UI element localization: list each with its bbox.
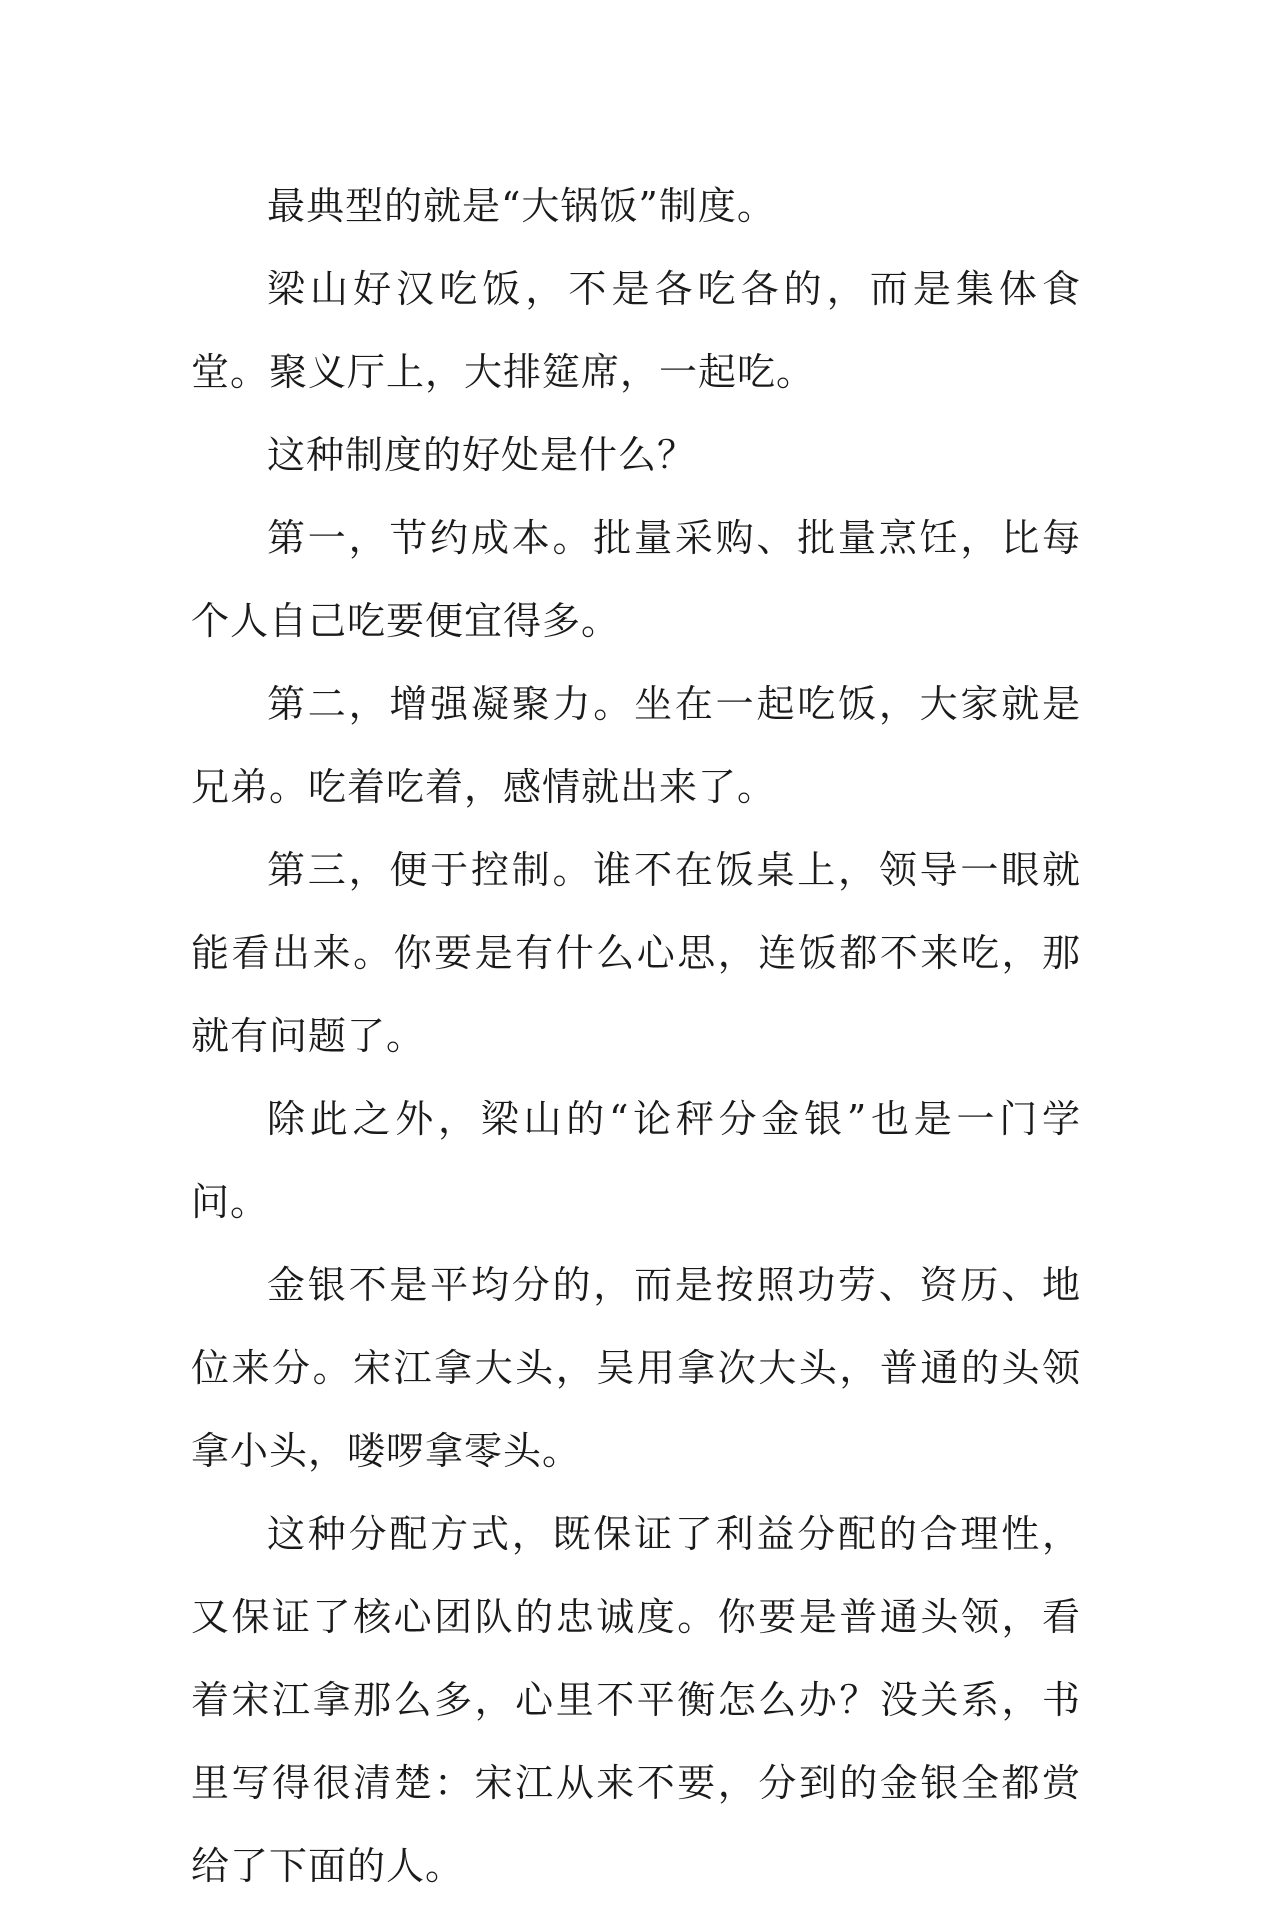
paragraph-6: 第三，便于控制。谁不在饭桌上，领导一眼就能看出来。你要是有什么心思，连饭都不来吃，那就有问题了。 [191, 848, 1081, 1058]
paragraph-5: 第二，增强凝聚力。坐在一起吃饭，大家就是兄弟。吃着吃着，感情就出来了。 [191, 682, 1081, 809]
paragraph-8: 金银不是平均分的，而是按照功劳、资历、地位来分。宋江拿大头，吴用拿次大头，普通的头领拿小头，喽啰拿零头。 [191, 1263, 1081, 1473]
paragraph-9: 这种分配方式，既保证了利益分配的合理性，又保证了核心团队的忠诚度。你要是普通头领，看着宋江拿那么多，心里不平衡怎么办？没关系，书里写得很清楚：宋江从来不要，分到的金银全都赏给了下面的人。 [191, 1512, 1081, 1888]
paragraph-4: 第一，节约成本。批量采购、批量烹饪，比每个人自己吃要便宜得多。 [191, 516, 1081, 643]
paragraph-1: 最典型的就是“大锅饭”制度。 [267, 184, 776, 228]
paragraph-3: 这种制度的好处是什么？ [267, 433, 697, 477]
paragraph-7: 除此之外，梁山的“论秤分金银”也是一门学问。 [191, 1097, 1081, 1224]
document-body [191, 165, 1081, 1908]
paragraph-2: 梁山好汉吃饭，不是各吃各的，而是集体食堂。聚义厅上，大排筵席，一起吃。 [191, 267, 1081, 394]
